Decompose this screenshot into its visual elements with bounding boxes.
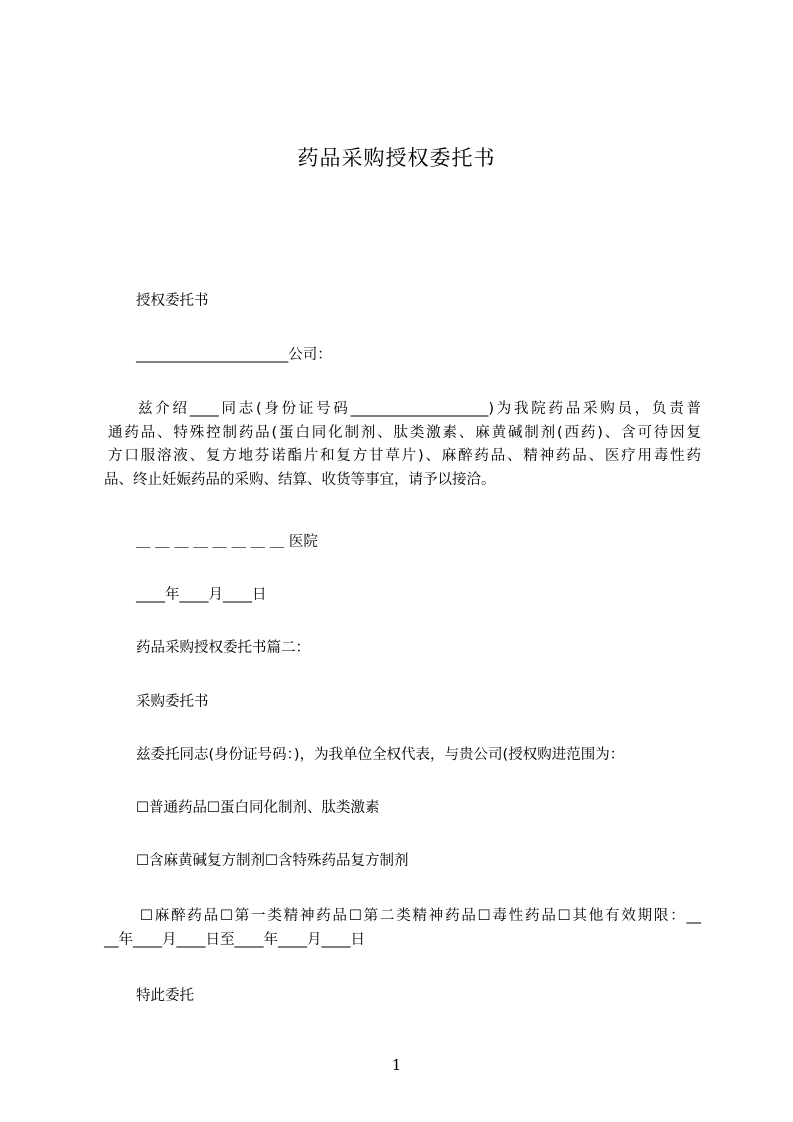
scope-options-row-3 [104, 905, 701, 952]
page-number: 1 [391, 1056, 402, 1074]
closing-statement: 特此委托 [136, 988, 194, 1004]
section-two-title: 药品采购授权委托书篇二： [136, 640, 310, 656]
intro-row: 通药品、特殊控制药品(蛋白同化制剂、肽类激素、麻黄碱制剂(西药)、含可待因复 [108, 424, 701, 441]
introduction-paragraph [104, 398, 701, 492]
options-validity-row: __年____月____日至____年____月____日 [104, 931, 365, 948]
recipient-company-line: _____________________公司： [136, 347, 332, 363]
document-title: 药品采购授权委托书 [297, 146, 496, 170]
intro-row: 兹介绍____同志(身份证号码___________________)为我院药品采购员，负责普 [138, 401, 701, 417]
heading-purchase-delegation: 采购委托书 [136, 694, 209, 710]
heading-authorization: 授权委托书 [136, 293, 209, 309]
intro-row: 方口服溶液、复方地芬诺酯片和复方甘草片)、麻醉药品、精神药品、医疗用毒性药 [108, 448, 701, 464]
date-line: ____年____月____日 [136, 587, 267, 603]
intro-row: 品、终止妊娠药品的采购、结算、收货等事宜，请予以接洽。 [104, 471, 496, 488]
scope-options-row-1: ☐普通药品☐蛋白同化制剂、肽类激素 [136, 800, 380, 816]
delegation-statement: 兹委托同志(身份证号码：)，为我单位全权代表，与贵公司(授权购进范围为： [136, 747, 625, 763]
hospital-signature-line: ＿ ＿ ＿ ＿ ＿ ＿ ＿ ＿ 医院 [136, 534, 318, 550]
scope-options-row-2: ☐含麻黄碱复方制剂☐含特殊药品复方制剂 [136, 853, 409, 869]
options-validity-row: ☐麻醉药品☐第一类精神药品☐第二类精神药品☐毒性药品☐其他有效期限：__ [140, 908, 701, 924]
